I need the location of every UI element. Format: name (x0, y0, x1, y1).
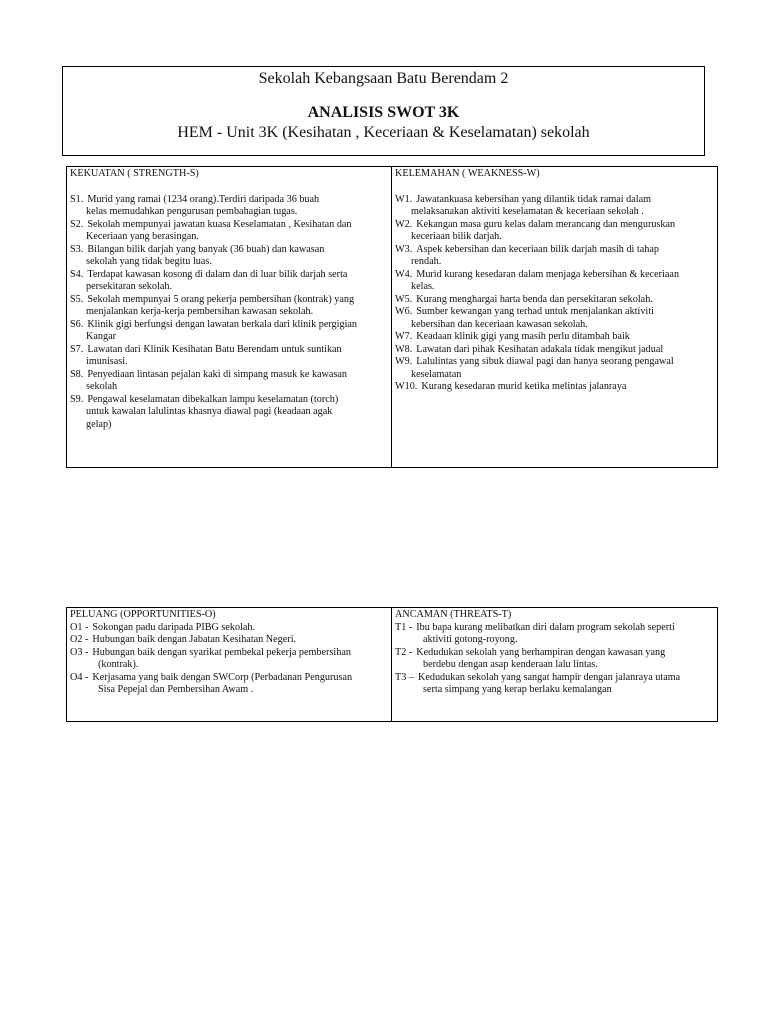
weaknesses-list (395, 194, 714, 394)
item-text: Sekolah mempunyai 5 orang pekerja pembersihan (kontrak) yang (87, 293, 355, 305)
item-code: O1 - (70, 621, 89, 633)
item-text-continued: persekitaran sekolah. (86, 281, 172, 292)
item-text-continued: rendah. (411, 256, 442, 267)
item-code: T1 - (395, 621, 413, 633)
weaknesses-item (395, 244, 714, 269)
item-text-continued: (kontrak). (98, 659, 139, 670)
item-code: O4 - (70, 671, 89, 683)
item-text: Penyediaan lintasan pejalan kaki di simpang masuk ke kawasan (87, 368, 348, 380)
item-text: Lawatan dari Klinik Kesihatan Batu Berendam untuk suntikan (87, 343, 342, 355)
weaknesses-item (395, 344, 714, 357)
item-code: W9. (395, 356, 413, 367)
strengths-cell (67, 167, 392, 468)
weaknesses-cell (392, 167, 718, 468)
item-text-continued: kelas. (411, 281, 435, 292)
item-text-continued: gelap) (86, 418, 112, 430)
item-text: Sokongan padu daripada PIBG sekolah. (92, 621, 256, 633)
item-text: Jawatankuasa kebersihan yang dilantik tidak ramai dalam (416, 193, 652, 205)
document-title: ANALISIS SWOT 3K (307, 104, 460, 121)
item-code: S2. (70, 218, 84, 230)
item-text-continued: Kangar (86, 331, 116, 342)
strengths-heading: KEKUATAN ( STRENGTH-S) (70, 168, 199, 179)
opportunities-item (70, 634, 388, 647)
item-text: Kekangan masa guru kelas dalam merancang dan menguruskan (416, 218, 676, 230)
item-code: S7. (70, 343, 84, 355)
item-text: Hubungan baik dengan syarikat pembekal pekerja pembersihan (92, 646, 351, 658)
weaknesses-item (395, 219, 714, 244)
swot-table-strengths-weaknesses (66, 166, 718, 468)
item-text-continued: kelas memudahkan pengurusan pembahagian tugas. (86, 206, 298, 217)
strengths-item (70, 319, 388, 344)
item-code: S4. (70, 268, 84, 280)
school-name: Sekolah Kebangsaan Batu Berendam 2 (258, 70, 509, 87)
strengths-item (70, 394, 388, 432)
item-text: Lalulintas yang sibuk diawal pagi dan hanya seorang pengawal (416, 356, 674, 367)
item-text-continued: keceriaan bilik darjah. (411, 231, 502, 242)
strengths-item (70, 219, 388, 244)
item-text-continued: melaksanakan aktiviti keselamatan & keceriaan sekolah . (411, 206, 644, 217)
item-text: Klinik gigi berfungsi dengan lawatan berkala dari klinik pergigian (87, 318, 358, 330)
item-code: T3 – (395, 671, 414, 683)
opportunities-item (70, 622, 388, 635)
item-code: S9. (70, 393, 84, 405)
weaknesses-item (395, 194, 714, 219)
item-code: W1. (395, 193, 413, 205)
item-code: T2 - (395, 646, 413, 658)
threats-item (395, 672, 714, 697)
item-text-continued: imunisasi. (86, 356, 128, 367)
item-text-continued: berdebu dengan asap kenderaan lalu lintas. (423, 659, 598, 670)
opportunities-list (70, 622, 388, 697)
item-code: W3. (395, 243, 413, 255)
strengths-item (70, 269, 388, 294)
opportunities-heading: PELUANG (OPPORTUNITIES-O) (70, 609, 216, 620)
item-text: Kedudukan sekolah yang berhampiran dengan kawasan yang (416, 646, 666, 658)
item-text: Lawatan dari pihak Kesihatan adakala tidak mengikut jadual (416, 343, 664, 355)
item-code: W10. (395, 381, 418, 392)
strengths-item (70, 294, 388, 319)
item-code: W5. (395, 293, 413, 305)
item-text: Murid yang ramai (1234 orang).Terdiri daripada 36 buah (87, 193, 320, 205)
opportunities-item (70, 647, 388, 672)
weaknesses-item (395, 381, 714, 394)
item-text-continued: sekolah (86, 381, 118, 392)
threats-list (395, 622, 714, 697)
item-code: S8. (70, 368, 84, 380)
weaknesses-item (395, 356, 714, 381)
document-header (62, 66, 705, 156)
item-text: Terdapat kawasan kosong di dalam dan di luar bilik darjah serta (87, 268, 348, 280)
strengths-item (70, 369, 388, 394)
item-text: Sekolah mempunyai jawatan kuasa Keselamatan , Kesihatan dan (87, 218, 352, 230)
item-text: Kedudukan sekolah yang sangat hampir dengan jalanraya utama (417, 671, 681, 683)
item-text-continued: kebersihan dan keceriaan kawasan sekolah. (411, 318, 588, 330)
item-text-continued: sekolah yang tidak begitu luas. (86, 256, 212, 267)
item-text-continued: keselamatan (411, 368, 462, 380)
opportunities-cell (67, 608, 392, 722)
item-text: Hubungan baik dengan Jabatan Kesihatan Negeri. (92, 634, 297, 645)
threats-item (395, 647, 714, 672)
opportunities-item (70, 672, 388, 697)
item-text-continued: aktiviti gotong-royong. (423, 634, 518, 645)
strengths-item (70, 244, 388, 269)
item-code: W4. (395, 268, 413, 280)
strengths-item (70, 344, 388, 369)
item-text: Keadaan klinik gigi yang masih perlu ditambah baik (416, 331, 630, 342)
item-text: Pengawal keselamatan dibekalkan lampu keselamatan (torch) (87, 393, 339, 405)
item-code: S5. (70, 293, 84, 305)
item-text-continued: serta simpang yang kerap berlaku kemalangan (423, 684, 612, 695)
weaknesses-item (395, 331, 714, 344)
weaknesses-heading: KELEMAHAN ( WEAKNESS-W) (395, 168, 540, 179)
threats-cell (392, 608, 718, 722)
item-code: O2 - (70, 634, 89, 645)
item-code: S3. (70, 243, 84, 255)
strengths-list (70, 194, 388, 432)
item-text-continued: Sisa Pepejal dan Pembersihan Awam . (98, 684, 254, 695)
item-text-continued: menjalankan kerja-kerja pembersihan kawasan sekolah. (86, 306, 314, 317)
threats-heading: ANCAMAN (THREATS-T) (395, 609, 512, 620)
item-text: Murid kurang kesedaran dalam menjaga kebersihan & keceriaan (416, 268, 680, 280)
document-subtitle: HEM - Unit 3K (Kesihatan , Keceriaan & Keselamatan) sekolah (177, 124, 590, 141)
item-text: Bilangan bilik darjah yang banyak (36 buah) dan kawasan (87, 243, 325, 255)
item-text: Kurang menghargai harta benda dan persekitaran sekolah. (416, 293, 653, 305)
item-code: W7. (395, 331, 413, 342)
item-text-continued: Keceriaan yang berasingan. (86, 231, 199, 242)
threats-item (395, 622, 714, 647)
item-code: W2. (395, 218, 413, 230)
item-code: S6. (70, 318, 84, 330)
weaknesses-item (395, 294, 714, 307)
item-code: S1. (70, 193, 84, 205)
item-code: O3 - (70, 646, 89, 658)
strengths-item (70, 194, 388, 219)
item-text-continued: untuk kawalan lalulintas khasnya diawal pagi (keadaan agak (86, 406, 333, 417)
item-text: Aspek kebersihan dan keceriaan bilik darjah masih di tahap (416, 243, 659, 255)
item-text: Kurang kesedaran murid ketika melintas jalanraya (421, 381, 627, 392)
weaknesses-item (395, 269, 714, 294)
swot-table-opportunities-threats (66, 607, 718, 722)
item-code: W8. (395, 343, 413, 355)
item-text: Ibu bapa kurang melibatkan diri dalam program sekolah seperti (416, 621, 675, 633)
item-text: Sumber kewangan yang terhad untuk menjalankan aktiviti (416, 306, 654, 317)
weaknesses-item (395, 306, 714, 331)
item-code: W6. (395, 306, 413, 317)
item-text: Kerjasama yang baik dengan SWCorp (Perbadanan Pengurusan (92, 671, 353, 683)
